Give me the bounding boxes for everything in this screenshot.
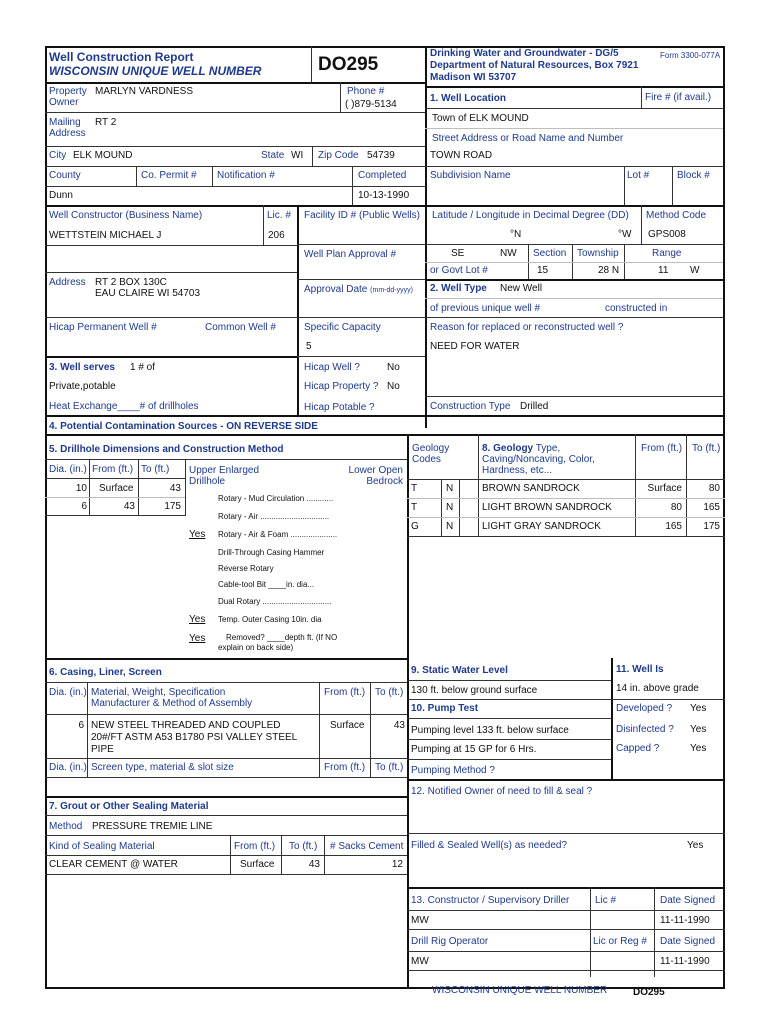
drill-row-2-from[interactable]: 43 (123, 501, 135, 512)
drill-row-1-from[interactable]: Surface (99, 483, 134, 494)
disinfected-value[interactable]: Yes (690, 724, 707, 735)
town-value[interactable]: Town of ELK MOUND (432, 113, 529, 124)
previous-well-label: of previous unique well # (430, 303, 541, 314)
geo-row-2-to[interactable]: 165 (703, 502, 720, 513)
geo-row-1-caving[interactable]: N (446, 483, 454, 494)
casing-material-1[interactable]: NEW STEEL THREADED AND COUPLED (91, 720, 281, 731)
township-label: Township (577, 248, 619, 259)
method-cable-tool: Cable-tool Bit ____in. dia... (218, 580, 315, 589)
casing-material-label-2: Manufacturer & Method of Assembly (91, 698, 253, 709)
casing-material-3[interactable]: PIPE (91, 744, 114, 755)
drill-rig-operator-label: Drill Rig Operator (411, 936, 489, 947)
hicap-potable-label: Hicap Potable ? (304, 402, 375, 413)
screen-dia-label: Dia. (in.) (49, 762, 87, 773)
lon-unit: °W (618, 229, 632, 240)
drill-row-1-dia[interactable]: 10 (75, 483, 87, 494)
business-name[interactable]: WETTSTEIN MICHAEL J (49, 230, 162, 241)
footer-label: WISCONSIN UNIQUE WELL NUMBER (432, 985, 608, 996)
section-5-title: 5. Drillhole Dimensions and Construction Method (49, 444, 284, 455)
owner-name[interactable]: MARLYN VARDNESS (95, 86, 193, 97)
filled-sealed-value[interactable]: Yes (687, 840, 704, 851)
pumping-rate[interactable]: Pumping at 15 GP for 6 Hrs. (411, 744, 537, 755)
removed-explain: explain on back side) (218, 643, 294, 652)
operator-date-label: Date Signed (660, 936, 716, 947)
geo-row-3-to[interactable]: 175 (703, 521, 720, 532)
section-12-title: 12. Notified Owner of need to fill & seal ? (411, 786, 593, 797)
serves-type[interactable]: Private,potable (49, 381, 116, 392)
street-value[interactable]: TOWN ROAD (430, 150, 493, 161)
section-7-title: 7. Grout or Other Sealing Material (49, 801, 209, 812)
geology-codes-label-1: Geology (412, 443, 450, 454)
temp-outer-casing: Temp. Outer Casing 10in. dia (218, 615, 322, 624)
method-code-label: Method Code (646, 210, 707, 221)
geology-desc-label-3: Hardness, etc... (482, 465, 553, 476)
geo-row-1-code[interactable]: T (411, 483, 418, 494)
geo-row-1-desc[interactable]: BROWN SANDROCK (482, 483, 580, 494)
static-water-level[interactable]: 130 ft. below ground surface (411, 685, 538, 696)
screen-type-label: Screen type, material & slot size (91, 762, 234, 773)
section-1-title: 1. Well Location (430, 93, 506, 104)
geo-row-3-code[interactable]: G (411, 521, 419, 532)
sealing-kind-value[interactable]: CLEAR CEMENT @ WATER (49, 859, 178, 870)
sig-lic-label: Lic # (595, 895, 617, 906)
constructor-address-label: Address (49, 277, 86, 288)
constructor-address-1[interactable]: RT 2 BOX 130C (95, 277, 167, 288)
lic-label: Lic. # (267, 210, 291, 221)
hicap-well-value[interactable]: No (387, 362, 400, 373)
govt-lot-label: or Govt Lot # (430, 265, 488, 276)
dept-line-1: Drinking Water and Groundwater - DG/5 (430, 48, 619, 59)
geology-desc-label-2: Caving/Noncaving, Color, (482, 454, 595, 465)
date-signed-label: Date Signed (660, 895, 716, 906)
lower-open-label: Lower Open (348, 465, 403, 476)
constructor-address-2[interactable]: EAU CLAIRE WI 54703 (95, 288, 201, 299)
above-grade-value[interactable]: 14 in. above grade (616, 683, 699, 694)
range-value[interactable]: 11 (658, 265, 669, 276)
constructor-date-signed[interactable]: 11-11-1990 (660, 915, 710, 926)
casing-dia-label: Dia. (in.) (49, 687, 87, 698)
approval-date-label: Approval Date (mm-dd-yyyy) (304, 284, 413, 295)
geo-row-3-desc[interactable]: LIGHT GRAY SANDROCK (482, 521, 601, 532)
sealing-kind-label: Kind of Sealing Material (49, 841, 155, 852)
sacks-cement-label: # Sacks Cement (330, 841, 404, 852)
geo-row-1-to[interactable]: 80 (708, 483, 720, 494)
hicap-well-label: Hicap Well ? (304, 362, 360, 373)
geo-row-3-from[interactable]: 165 (665, 521, 682, 532)
subdivision-label: Subdivision Name (430, 170, 511, 181)
grout-method-value[interactable]: PRESSURE TREMIE LINE (92, 821, 213, 832)
method-air-foam-mark[interactable]: Yes (189, 529, 206, 540)
casing-material-2[interactable]: 20#/FT ASTM A53 B1780 PSI VALLEY STEEL (91, 732, 298, 743)
method-code-value[interactable]: GPS008 (648, 229, 686, 240)
method-air-rotary: Rotary - Air ............................... (218, 512, 330, 521)
phone-value[interactable]: ( )879-5134 (345, 99, 397, 110)
specific-capacity-label: Specific Capacity (304, 322, 381, 333)
section-4-title: 4. Potential Contamination Sources - ON REVERSE SIDE (49, 421, 318, 432)
section-3-title: 3. Well serves (49, 362, 115, 373)
geo-row-2-caving[interactable]: N (446, 502, 454, 513)
hicap-permanent-label: Hicap Permanent Well # (49, 322, 157, 333)
method-dual-rotary: Dual Rotary ............................... (218, 597, 332, 606)
latlon-label: Latitude / Longitude in Decimal Degree (DD) (432, 210, 629, 221)
screen-from-label: From (ft.) (324, 762, 366, 773)
quarter-quarter[interactable]: SE (451, 248, 465, 259)
constructed-in-label: constructed in (605, 303, 668, 314)
range-direction[interactable]: W (690, 265, 700, 276)
method-reverse-rotary: Reverse Rotary (218, 564, 274, 573)
form-subtitle: WISCONSIN UNIQUE WELL NUMBER (49, 64, 262, 78)
block-label: Block # (677, 170, 710, 181)
well-type-value[interactable]: New Well (500, 283, 543, 294)
drill-dia-label: Dia. (in.) (49, 464, 87, 475)
county-label: County (49, 170, 81, 181)
method-mud-rotary: Rotary - Mud Circulation ............ (218, 494, 334, 503)
upper-enlarged-label: Upper Enlarged (189, 465, 260, 476)
geo-row-2-code[interactable]: T (411, 502, 418, 513)
street-label: Street Address or Road Name and Number (432, 133, 624, 144)
lic-value[interactable]: 206 (268, 230, 285, 241)
owner-label: Owner (49, 97, 79, 108)
completed-date[interactable]: 10-13-1990 (358, 190, 410, 201)
drill-row-2-dia[interactable]: 6 (81, 501, 87, 512)
geology-title: 8. Geology Type, (482, 443, 561, 454)
county-value[interactable]: Dunn (49, 190, 73, 201)
well-number: DO295 (318, 54, 379, 75)
bedrock-label: Bedrock (366, 476, 403, 487)
quarter[interactable]: NW (500, 248, 517, 259)
geo-row-1-from[interactable]: Surface (647, 483, 682, 494)
section-6-title: 6. Casing, Liner, Screen (49, 667, 162, 678)
grout-to-value[interactable]: 43 (308, 859, 320, 870)
fire-label: Fire # (if avail.) (645, 92, 712, 103)
range-label: Range (652, 248, 682, 259)
grout-to-label: To (ft.) (289, 841, 318, 852)
serves-count[interactable]: 1 # of (130, 362, 156, 373)
zip-label: Zip Code (318, 150, 359, 161)
geo-row-2-from[interactable]: 80 (670, 502, 682, 513)
hicap-property-value[interactable]: No (387, 381, 400, 392)
construction-type-label: Construction Type (430, 401, 511, 412)
grout-from-value[interactable]: Surface (240, 859, 275, 870)
developed-label: Developed ? (616, 703, 673, 714)
temp-casing-mark[interactable]: Yes (189, 614, 206, 625)
section-9-title: 9. Static Water Level (411, 665, 508, 676)
pumping-level[interactable]: Pumping level 133 ft. below surface (411, 725, 569, 736)
lic-reg-label: Lic or Reg # (593, 936, 647, 947)
capped-value[interactable]: Yes (690, 743, 707, 754)
geo-row-2-desc[interactable]: LIGHT BROWN SANDROCK (482, 502, 612, 513)
dept-line-2: Department of Natural Resources, Box 7921 (430, 60, 639, 71)
property-label: Property (49, 86, 87, 97)
state-label: State (261, 150, 285, 161)
screen-to-label: To (ft.) (375, 762, 404, 773)
form-number: Form 3300-077A (660, 51, 721, 60)
section-label: Section (533, 248, 567, 259)
geology-to-label: To (ft.) (692, 443, 721, 454)
zip-value[interactable]: 54739 (367, 150, 395, 161)
section-value[interactable]: 15 (537, 265, 549, 276)
pumping-method-label: Pumping Method ? (411, 765, 495, 776)
drill-to-label: To (ft.) (141, 464, 170, 475)
drill-from-label: From (ft.) (92, 464, 134, 475)
state-value[interactable]: WI (291, 150, 304, 161)
construction-type-value[interactable]: Drilled (520, 401, 549, 412)
business-label: Well Constructor (Business Name) (49, 210, 203, 221)
dept-line-3: Madison WI 53707 (430, 72, 517, 83)
phone-label: Phone # (347, 86, 385, 97)
heat-exchange-label: Heat Exchange____# of drillholes (49, 401, 199, 412)
operator-signature[interactable]: MW (411, 956, 429, 967)
reason-value[interactable]: NEED FOR WATER (430, 341, 520, 352)
drillhole-label: Drillhole (189, 476, 226, 487)
developed-value[interactable]: Yes (690, 703, 707, 714)
casing-from-label: From (ft.) (324, 687, 366, 698)
disinfected-label: Disinfected ? (616, 724, 674, 735)
specific-capacity-value[interactable]: 5 (306, 341, 312, 352)
constructor-signature[interactable]: MW (411, 915, 429, 926)
city-value[interactable]: ELK MOUND (73, 150, 133, 161)
capped-label: Capped ? (616, 743, 660, 754)
drill-row-2-to[interactable]: 175 (164, 501, 181, 512)
section-10-title: 10. Pump Test (411, 703, 479, 714)
casing-dia-value[interactable]: 6 (78, 720, 84, 731)
casing-material-label-1: Material, Weight, Specification (91, 687, 226, 698)
method-casing-hammer: Drill-Through Casing Hammer (218, 548, 325, 557)
completed-label: Completed (358, 170, 407, 181)
mailing-label: Mailing (49, 117, 81, 128)
hicap-property-label: Hicap Property ? (304, 381, 379, 392)
method-air-foam: Rotary - Air & Foam ..................... (218, 530, 338, 539)
casing-from-value[interactable]: Surface (330, 720, 365, 731)
geology-from-label: From (ft.) (641, 443, 683, 454)
geo-row-3-caving[interactable]: N (446, 521, 454, 532)
mailing-address-label: Address (49, 128, 86, 139)
mailing-address[interactable]: RT 2 (95, 117, 117, 128)
form-title: Well Construction Report (49, 50, 194, 64)
casing-to-label: To (ft.) (375, 687, 404, 698)
grout-method-label: Method (49, 821, 83, 832)
operator-date-signed[interactable]: 11-11-1990 (660, 956, 710, 967)
drill-row-1-to[interactable]: 43 (169, 483, 181, 494)
common-well-label: Common Well # (205, 322, 276, 333)
section-13-title: 13. Constructor / Supervisory Driller (411, 895, 570, 906)
casing-to-value[interactable]: 43 (393, 720, 405, 731)
lat-unit: °N (510, 229, 522, 240)
plan-approval-label: Well Plan Approval # (304, 249, 397, 260)
township-value[interactable]: 28 N (598, 265, 620, 276)
removed-label: Removed? ____depth ft. (If NO (226, 633, 338, 642)
filled-sealed-label: Filled & Sealed Well(s) as needed? (411, 840, 568, 851)
removed-mark[interactable]: Yes (189, 633, 206, 644)
permit-label: Co. Permit # (141, 170, 197, 181)
geology-codes-label-2: Codes (412, 454, 441, 465)
grout-from-label: From (ft.) (234, 841, 276, 852)
city-label: City (49, 150, 67, 161)
lot-label: Lot # (627, 170, 650, 181)
notification-label: Notification # (217, 170, 275, 181)
facility-label: Facility ID # (Public Wells) (304, 210, 420, 221)
reason-label: Reason for replaced or reconstructed well ? (430, 322, 624, 333)
section-11-title: 11. Well Is (616, 664, 664, 675)
section-2-title: 2. Well Type (430, 283, 487, 294)
sacks-cement-value[interactable]: 12 (391, 859, 403, 870)
footer-well-number: DO295 (633, 987, 665, 998)
